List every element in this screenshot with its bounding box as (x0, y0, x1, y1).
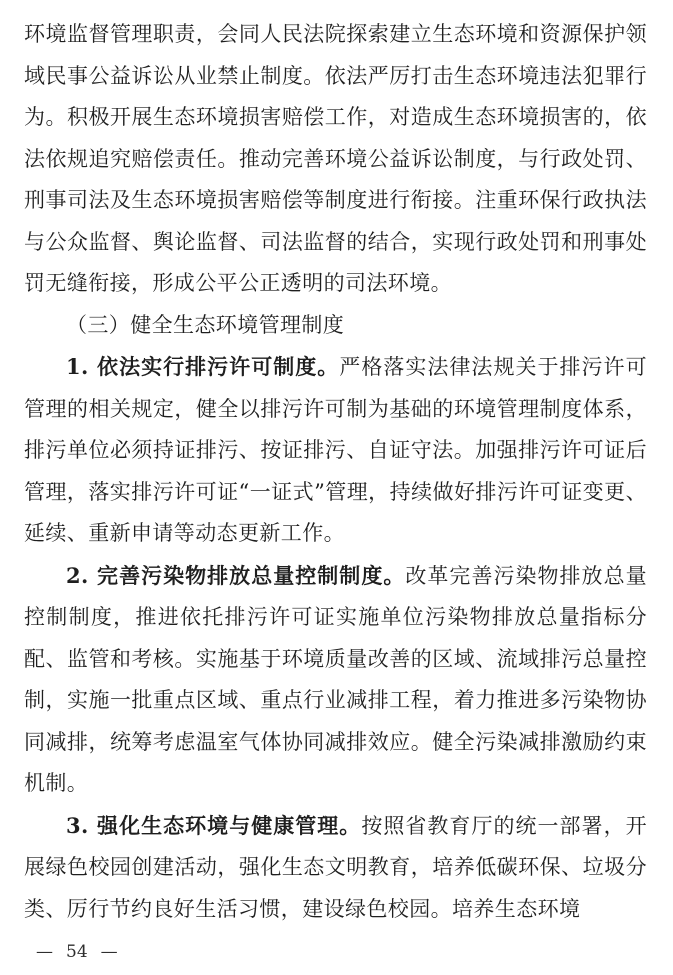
paragraph-item-3-text: 按照省教育厅的统一部署，开展绿色校园创建活动，强化生态文明教育，培养低碳环保、垃圾分类、厉行节约良好生活习惯，建设绿色校园。培养生态环境 (24, 813, 647, 921)
paragraph-text: 环境监督管理职责，会同人民法院探索建立生态环境和资源保护领域民事公益诉讼从业禁止制度。依法严厉打击生态环境违法犯罪行为。积极开展生态环境损害赔偿工作，对造成生态环境损害的，依法依规追究赔偿责任。推动完善环境公益诉讼制度，与行政处罚、刑事司法及生态环境损害赔偿等制度进行衔接。注重环保行政执法与公众监督、舆论监督、司法监督的结合，实现行政处罚和刑事处罚无缝衔接，形成公平公正透明的司法环境。 (24, 22, 647, 295)
document-body (24, 14, 647, 930)
paragraph-continuation (24, 14, 647, 305)
paragraph-item-2-lead: 2. 完善污染物排放总量控制制度。 (66, 562, 406, 588)
paragraph-item-2-text: 改革完善污染物排放总量控制制度，推进依托排污许可证实施单位污染物排放总量指标分配、监管和考核。实施基于环境质量改善的区域、流域排污总量控制，实施一批重点区域、重点行业减排工程，着力推进多污染物协同减排，统筹考虑温室气体协同减排效应。健全污染减排激励约束机制。 (24, 563, 647, 795)
section-heading-text: （三）健全生态环境管理制度 (66, 312, 345, 337)
paragraph-item-1 (24, 346, 647, 555)
paragraph-item-1-lead: 1. 依法实行排污许可制度。 (66, 354, 340, 379)
paragraph-item-2 (24, 555, 647, 805)
footer-dash-left: — (36, 942, 53, 962)
section-heading (24, 305, 647, 347)
page-footer (36, 942, 118, 962)
footer-dash-right: — (100, 942, 118, 962)
paragraph-item-3-lead: 3. 强化生态环境与健康管理。 (66, 812, 362, 838)
page-number: 54 (66, 942, 88, 962)
paragraph-item-3 (24, 805, 647, 931)
paragraph-item-1-text: 严格落实法律法规关于排污许可管理的相关规定，健全以排污许可制为基础的环境管理制度体系，排污单位必须持证排污、按证排污、自证守法。加强排污许可证后管理，落实排污许可证“一证式”管理，持续做好排污许可证变更、延续、重新申请等动态更新工作。 (24, 355, 647, 545)
